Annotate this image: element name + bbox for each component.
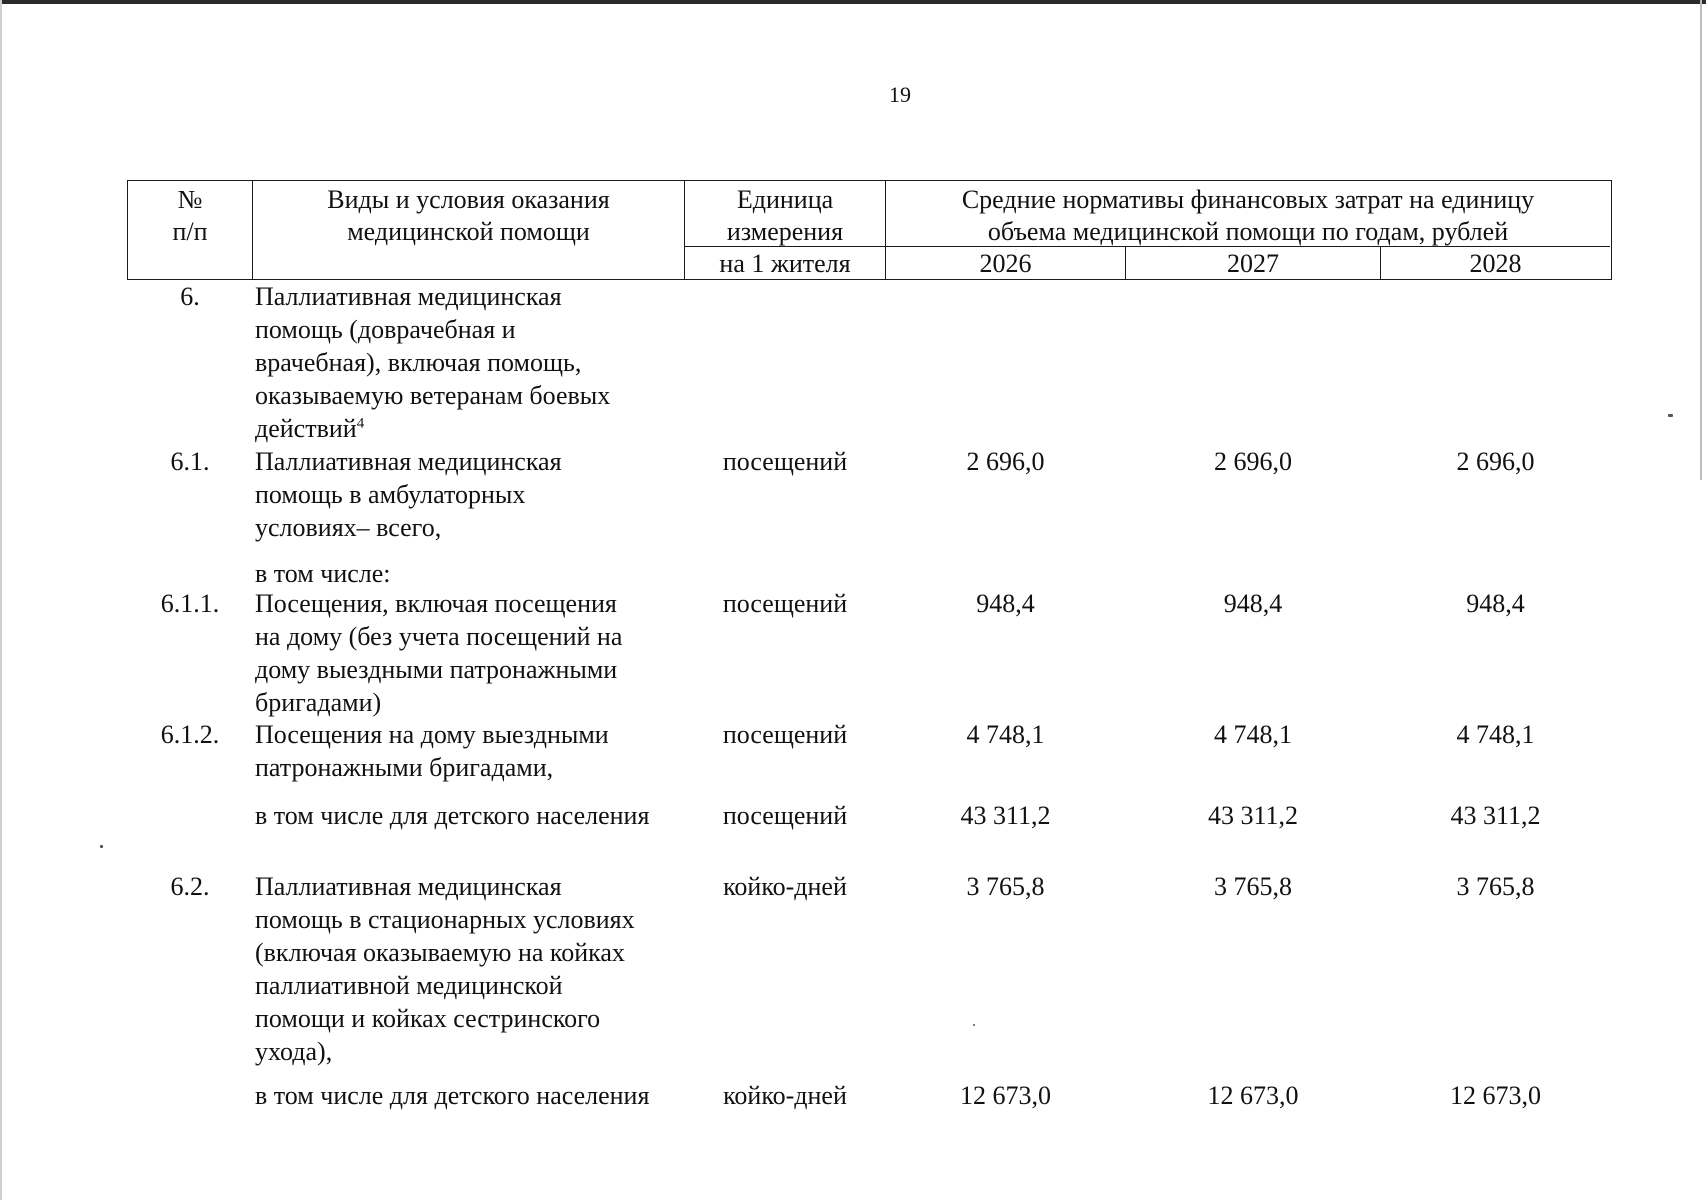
header-num-line1: № xyxy=(177,185,203,214)
row-description-line: условиях– всего, xyxy=(255,513,442,542)
header-unit-line2: измерения xyxy=(726,217,844,246)
row-description-line: Паллиативная медицинская xyxy=(255,282,562,311)
row-description-line: в том числе: xyxy=(255,559,391,588)
row-unit: койко-дней xyxy=(723,872,847,901)
scan-border-top xyxy=(0,0,1706,4)
header-year: 2026 xyxy=(979,249,1032,278)
row-value-2026: 3 765,8 xyxy=(966,872,1045,901)
row-value-2026: 4 748,1 xyxy=(966,720,1045,749)
row-number: 6.2. xyxy=(170,872,210,901)
row-unit: посещений xyxy=(722,801,848,830)
header-unit-line3: на 1 жителя xyxy=(719,249,851,278)
row-description-line: в том числе для детского населения xyxy=(255,1081,650,1110)
scan-speck xyxy=(973,1024,975,1026)
row-description-line xyxy=(255,412,364,445)
row-value-2027: 4 748,1 xyxy=(1214,720,1292,749)
row-value-2026: 2 696,0 xyxy=(966,447,1045,476)
row-value-2027: 43 311,2 xyxy=(1207,801,1299,830)
row-number: 6.1. xyxy=(170,447,210,476)
header-num-line2: п/п xyxy=(172,217,208,246)
row-description-line: ухода), xyxy=(255,1037,333,1066)
row-value-2028: 948,4 xyxy=(1466,589,1525,618)
row-description-line: помощи и койках сестринского xyxy=(255,1004,601,1033)
header-year: 2028 xyxy=(1469,249,1522,278)
row-value-2026: 948,4 xyxy=(976,589,1035,618)
row-value-2027: 12 673,0 xyxy=(1207,1081,1299,1110)
row-unit: посещений xyxy=(722,589,848,618)
row-description-line: на дому (без учета посещений на xyxy=(255,622,623,651)
scan-speck xyxy=(1668,414,1673,417)
row-description-line: бригадами) xyxy=(255,688,382,717)
row-description-line: Паллиативная медицинская xyxy=(255,872,562,901)
scan-speck xyxy=(100,845,103,848)
row-value-2028: 43 311,2 xyxy=(1450,801,1541,830)
row-value-2028: 2 696,0 xyxy=(1456,447,1535,476)
row-description-line: помощь в амбулаторных xyxy=(255,480,526,509)
row-description-line: Посещения, включая посещения xyxy=(255,589,617,618)
row-number: 6.1.1. xyxy=(160,589,220,618)
page-number: 19 xyxy=(889,82,911,107)
row-number: 6. xyxy=(180,282,200,311)
row-unit: посещений xyxy=(722,447,848,476)
row-description-line: в том числе для детского населения xyxy=(255,801,650,830)
row-description-line: помощь (доврачебная и xyxy=(255,315,516,344)
row-description-line: оказываемую ветеранам боевых xyxy=(255,381,611,410)
scan-border-right xyxy=(1700,0,1702,480)
row-description-line: врачебная), включая помощь, xyxy=(255,348,582,377)
header-types-line2: медицинской помощи xyxy=(347,217,590,246)
footnote-marker: 4 xyxy=(356,415,365,432)
row-description-text: действий xyxy=(255,414,357,443)
row-description-line: помощь в стационарных условиях xyxy=(255,905,635,934)
row-unit: койко-дней xyxy=(723,1081,847,1110)
row-description-line: паллиативной медицинской xyxy=(255,971,563,1000)
row-description-line: (включая оказываемую на койках xyxy=(255,938,625,967)
scan-border-left xyxy=(0,0,2,1200)
header-norms-line1: Средние нормативы финансовых затрат на единицу xyxy=(961,185,1535,214)
row-description-line: Паллиативная медицинская xyxy=(255,447,562,476)
header-unit-line1: Единица xyxy=(736,185,834,214)
row-value-2026: 43 311,2 xyxy=(960,801,1051,830)
row-value-2027: 948,4 xyxy=(1223,589,1283,618)
row-value-2026: 12 673,0 xyxy=(960,1081,1051,1110)
row-value-2028: 4 748,1 xyxy=(1456,720,1535,749)
row-unit: посещений xyxy=(722,720,848,749)
row-description-line: Посещения на дому выездными xyxy=(255,720,609,749)
header-year: 2027 xyxy=(1227,249,1279,278)
row-description-line: патронажными бригадами, xyxy=(255,753,554,782)
row-value-2028: 12 673,0 xyxy=(1450,1081,1541,1110)
row-value-2027: 2 696,0 xyxy=(1214,447,1292,476)
header-norms-line2: объема медицинской помощи по годам, рублей xyxy=(987,217,1509,246)
row-value-2027: 3 765,8 xyxy=(1214,872,1292,901)
header-types-line1: Виды и условия оказания xyxy=(327,185,610,214)
row-description-line: дому выездными патронажными xyxy=(255,655,618,684)
row-value-2028: 3 765,8 xyxy=(1456,872,1535,901)
row-number: 6.1.2. xyxy=(160,720,220,749)
